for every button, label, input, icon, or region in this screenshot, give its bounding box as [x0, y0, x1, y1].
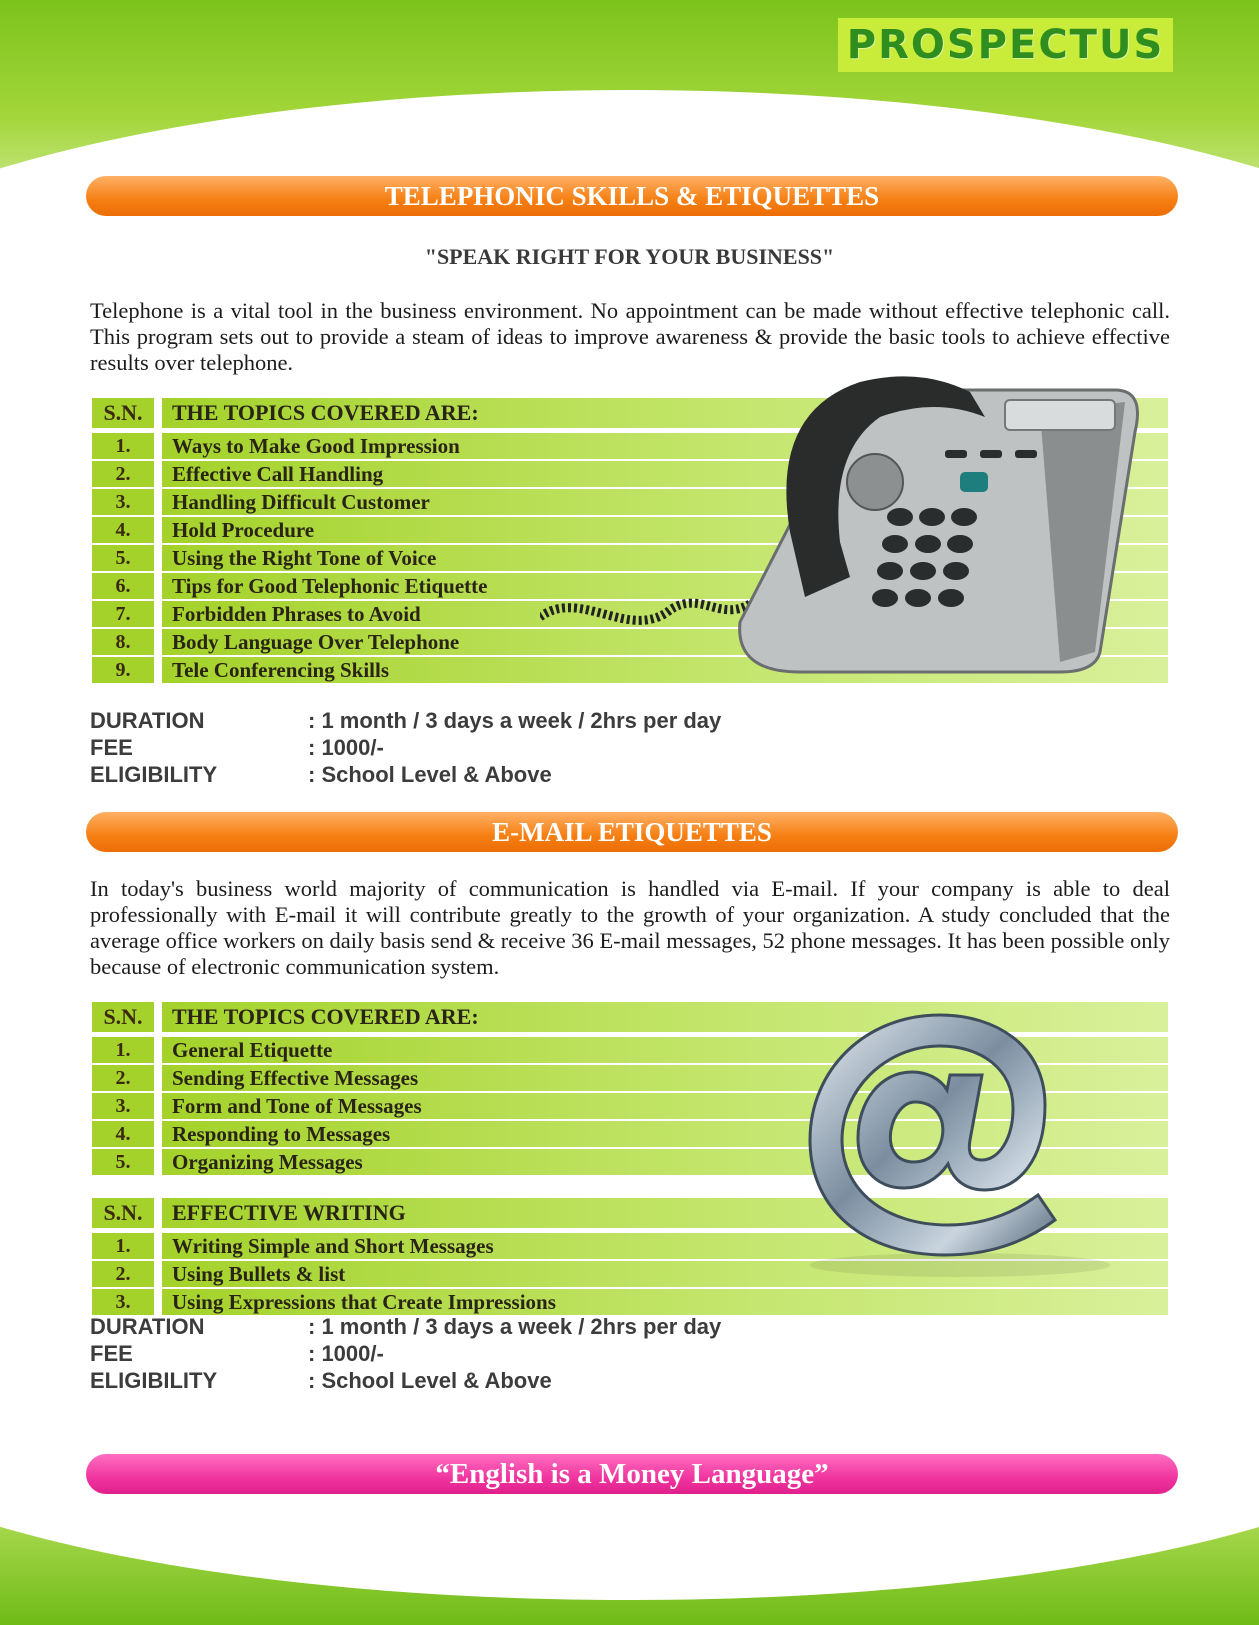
- duration-value: : 1 month / 3 days a week / 2hrs per day: [308, 1313, 722, 1339]
- row-sn: 9.: [92, 657, 154, 683]
- row-topic: Responding to Messages: [162, 1121, 1168, 1147]
- row-topic: Handling Difficult Customer: [162, 489, 1168, 515]
- row-topic: Sending Effective Messages: [162, 1065, 1168, 1091]
- row-topic: Organizing Messages: [162, 1149, 1168, 1175]
- row-topic: Tips for Good Telephonic Etiquette: [162, 573, 1168, 599]
- email-banner: E-MAIL ETIQUETTES: [86, 812, 1178, 852]
- fee-label: FEE: [90, 734, 133, 760]
- duration-label: DURATION: [90, 707, 205, 733]
- row-topic: Using the Right Tone of Voice: [162, 545, 1168, 571]
- row-sn: 2.: [92, 1065, 154, 1091]
- row-sn: 8.: [92, 629, 154, 655]
- at-sign-icon: [770, 980, 1150, 1280]
- row-topic: Body Language Over Telephone: [162, 629, 1168, 655]
- sn-header: S.N.: [92, 398, 154, 428]
- telephonic-tagline: "SPEAK RIGHT FOR YOUR BUSINESS": [424, 244, 835, 269]
- fee-value: : 1000/-: [308, 1340, 384, 1366]
- row-sn: 3.: [92, 1289, 154, 1315]
- row-topic: Using Bullets & list: [162, 1261, 1168, 1287]
- eligibility-value: : School Level & Above: [308, 1367, 552, 1393]
- row-topic: Tele Conferencing Skills: [162, 657, 1168, 683]
- slogan-banner: “English is a Money Language”: [86, 1454, 1178, 1494]
- desk-telephone-icon: [540, 372, 1180, 682]
- row-sn: 4.: [92, 1121, 154, 1147]
- row-sn: 3.: [92, 1093, 154, 1119]
- row-topic: Hold Procedure: [162, 517, 1168, 543]
- eligibility-label: ELIGIBILITY: [90, 761, 218, 787]
- row-sn: 2.: [92, 1261, 154, 1287]
- row-sn: 3.: [92, 489, 154, 515]
- telephonic-intro: Telephone is a vital tool in the business environment. No appointment can be made without effective telephonic call. This program sets out to provide a steam of ideas to improve awareness & provide the basic tools to achieve effective results over telephone.: [90, 298, 1170, 375]
- sn-header: S.N.: [92, 1198, 154, 1228]
- topic-header: THE TOPICS COVERED ARE:: [162, 398, 1168, 428]
- row-sn: 1.: [92, 433, 154, 459]
- eligibility-value: : School Level & Above: [308, 761, 552, 787]
- fee-label: FEE: [90, 1340, 133, 1366]
- row-topic: Writing Simple and Short Messages: [162, 1233, 1168, 1259]
- duration-value: : 1 month / 3 days a week / 2hrs per day: [308, 707, 722, 733]
- row-sn: 7.: [92, 601, 154, 627]
- row-topic: Ways to Make Good Impression: [162, 433, 1168, 459]
- row-sn: 1.: [92, 1233, 154, 1259]
- row-sn: 5.: [92, 1149, 154, 1175]
- email-details: [90, 1313, 721, 1394]
- duration-label: DURATION: [90, 1313, 205, 1339]
- eligibility-label: ELIGIBILITY: [90, 1367, 218, 1393]
- row-sn: 6.: [92, 573, 154, 599]
- topic-header: THE TOPICS COVERED ARE:: [162, 1002, 1168, 1032]
- table-row: [92, 1289, 1168, 1315]
- sn-header: S.N.: [92, 1002, 154, 1032]
- prospectus-tag: PROSPECTUS: [838, 18, 1173, 72]
- email-intro: In today's business world majority of communication is handled via E-mail. If your company is able to deal professionally with E-mail it will contribute greatly to the growth of your organization. A study concluded that the average office workers on daily basis send & receive 36 E-mail messages, 52 phone messages. It has been possible only because of electronic communication system.: [90, 876, 1170, 979]
- row-sn: 1.: [92, 1037, 154, 1063]
- row-topic: Using Expressions that Create Impressions: [162, 1289, 1168, 1315]
- fee-value: : 1000/-: [308, 734, 384, 760]
- row-topic: General Etiquette: [162, 1037, 1168, 1063]
- topic-header: EFFECTIVE WRITING: [162, 1198, 1168, 1228]
- row-sn: 5.: [92, 545, 154, 571]
- telephonic-banner: TELEPHONIC SKILLS & ETIQUETTES: [86, 176, 1178, 216]
- row-topic: Forbidden Phrases to Avoid: [162, 601, 1168, 627]
- row-topic: Form and Tone of Messages: [162, 1093, 1168, 1119]
- row-topic: Effective Call Handling: [162, 461, 1168, 487]
- row-sn: 4.: [92, 517, 154, 543]
- row-sn: 2.: [92, 461, 154, 487]
- telephonic-details: [90, 707, 721, 788]
